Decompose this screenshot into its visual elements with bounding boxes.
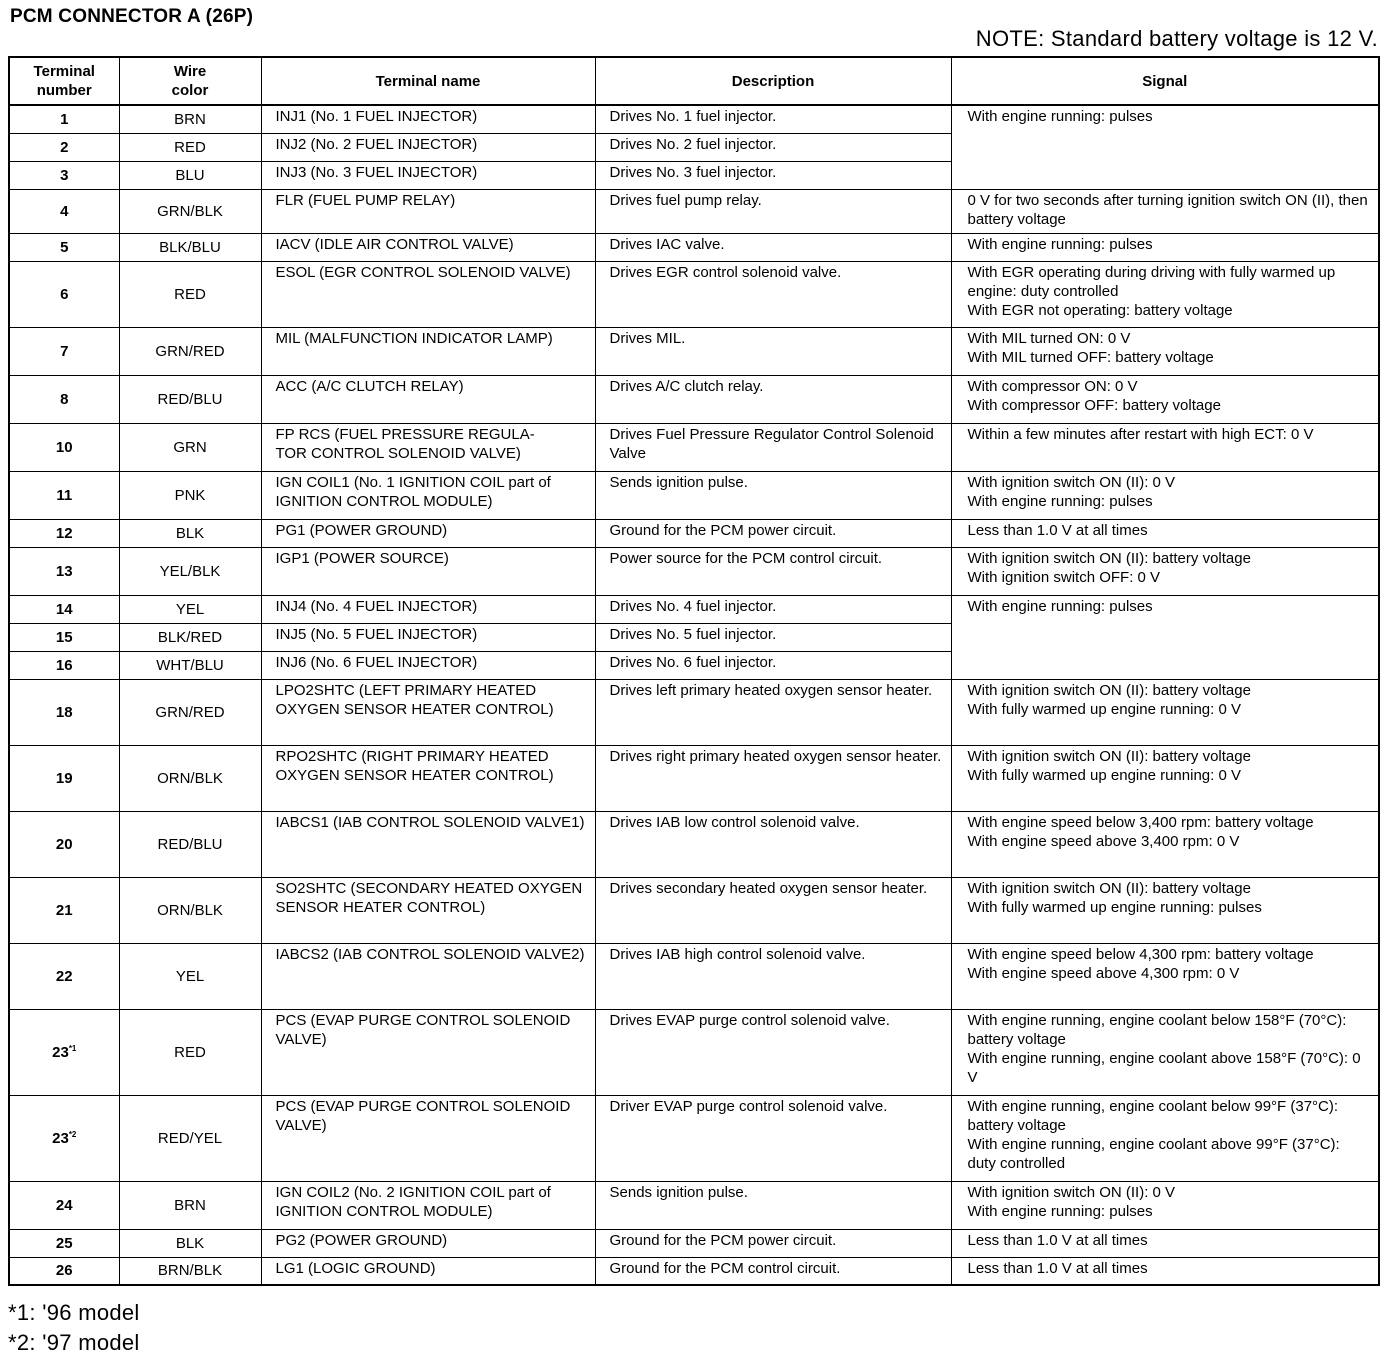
terminal-name-cell: IGN COIL1 (No. 1 IGNITION COIL part of IGNITION CONTROL MODULE)	[261, 471, 595, 519]
terminal-name-cell: LPO2SHTC (LEFT PRIMARY HEATED OXYGEN SENSOR HEATER CONTROL)	[261, 679, 595, 745]
terminal-name-cell: IGN COIL2 (No. 2 IGNITION COIL part of IGNITION CONTROL MODULE)	[261, 1181, 595, 1229]
signal-cell: With engine running, engine coolant below 158°F (70°C): battery voltage With engine running, engine coolant above 158°F (70°C): 0 V	[951, 1009, 1379, 1095]
signal-cell: 0 V for two seconds after turning ignition switch ON (II), then battery voltage	[951, 189, 1379, 233]
terminal-name-cell: IABCS1 (IAB CONTROL SOLENOID VALVE1)	[261, 811, 595, 877]
description-cell: Ground for the PCM power circuit.	[595, 519, 951, 547]
signal-cell: With ignition switch ON (II): 0 V With engine running: pulses	[951, 471, 1379, 519]
terminal-name-cell: INJ4 (No. 4 FUEL INJECTOR)	[261, 595, 595, 623]
table-row	[9, 105, 1379, 133]
wire-color-cell: PNK	[119, 471, 261, 519]
header-terminal-number: Terminal number	[9, 57, 119, 105]
signal-cell: With engine running, engine coolant below 99°F (37°C): battery voltage With engine running, engine coolant above 99°F (37°C): duty controlled	[951, 1095, 1379, 1181]
signal-cell: With engine running: pulses	[951, 105, 1379, 189]
terminal-name-cell: IABCS2 (IAB CONTROL SOLENOID VALVE2)	[261, 943, 595, 1009]
terminal-name-cell: INJ5 (No. 5 FUEL INJECTOR)	[261, 623, 595, 651]
wire-color-cell: RED	[119, 1009, 261, 1095]
signal-cell: Within a few minutes after restart with high ECT: 0 V	[951, 423, 1379, 471]
wire-color-cell: BLK	[119, 1229, 261, 1257]
header-signal: Signal	[951, 57, 1379, 105]
signal-cell: With ignition switch ON (II): battery voltage With fully warmed up engine running: 0 V	[951, 745, 1379, 811]
signal-cell: Less than 1.0 V at all times	[951, 1257, 1379, 1285]
terminal-name-cell: IACV (IDLE AIR CONTROL VALVE)	[261, 233, 595, 261]
description-cell: Ground for the PCM power circuit.	[595, 1229, 951, 1257]
wire-color-cell: YEL/BLK	[119, 547, 261, 595]
signal-cell: With ignition switch ON (II): battery voltage With ignition switch OFF: 0 V	[951, 547, 1379, 595]
terminal-number-cell: 19	[9, 745, 119, 811]
signal-cell: With engine speed below 3,400 rpm: battery voltage With engine speed above 3,400 rpm: 0 V	[951, 811, 1379, 877]
terminal-number-cell: 10	[9, 423, 119, 471]
terminal-name-cell: ACC (A/C CLUTCH RELAY)	[261, 375, 595, 423]
description-cell: Drives left primary heated oxygen sensor heater.	[595, 679, 951, 745]
terminal-number-cell: 22	[9, 943, 119, 1009]
signal-cell: With ignition switch ON (II): 0 V With engine running: pulses	[951, 1181, 1379, 1229]
table-row	[9, 519, 1379, 547]
signal-cell: Less than 1.0 V at all times	[951, 519, 1379, 547]
description-cell: Drives No. 2 fuel injector.	[595, 133, 951, 161]
page-title: PCM CONNECTOR A (26P)	[10, 6, 254, 27]
wire-color-cell: BLK/RED	[119, 623, 261, 651]
terminal-number-cell: 23$^{*1}$	[9, 1009, 119, 1095]
description-cell: Sends ignition pulse.	[595, 1181, 951, 1229]
wire-color-cell: BRN	[119, 105, 261, 133]
table-row	[9, 1095, 1379, 1181]
description-cell: Drives EGR control solenoid valve.	[595, 261, 951, 327]
table-row	[9, 595, 1379, 623]
description-cell: Drives IAB high control solenoid valve.	[595, 943, 951, 1009]
table-row	[9, 1257, 1379, 1285]
terminal-number-cell: 14	[9, 595, 119, 623]
signal-cell: With engine running: pulses	[951, 595, 1379, 679]
description-cell: Drives fuel pump relay.	[595, 189, 951, 233]
terminal-name-cell: IGP1 (POWER SOURCE)	[261, 547, 595, 595]
description-cell: Power source for the PCM control circuit.	[595, 547, 951, 595]
terminal-number-cell: 3	[9, 161, 119, 189]
table-row	[9, 1181, 1379, 1229]
description-cell: Ground for the PCM control circuit.	[595, 1257, 951, 1285]
wire-color-cell: RED/BLU	[119, 811, 261, 877]
table-row	[9, 811, 1379, 877]
description-cell: Drives No. 6 fuel injector.	[595, 651, 951, 679]
terminal-number-cell: 1	[9, 105, 119, 133]
terminal-number-cell: 18	[9, 679, 119, 745]
wire-color-cell: BLU	[119, 161, 261, 189]
wire-color-cell: BLK/BLU	[119, 233, 261, 261]
signal-cell: With MIL turned ON: 0 V With MIL turned OFF: battery voltage	[951, 327, 1379, 375]
table-row	[9, 375, 1379, 423]
description-cell: Drives A/C clutch relay.	[595, 375, 951, 423]
table-row	[9, 1009, 1379, 1095]
footnote-2: *2: '97 model	[8, 1330, 140, 1355]
terminal-number-cell: 21	[9, 877, 119, 943]
header-description: Description	[595, 57, 951, 105]
wire-color-cell: RED	[119, 133, 261, 161]
description-cell: Drives right primary heated oxygen sensor heater.	[595, 745, 951, 811]
description-cell: Driver EVAP purge control solenoid valve.	[595, 1095, 951, 1181]
description-cell: Drives IAC valve.	[595, 233, 951, 261]
terminal-number-cell: 16	[9, 651, 119, 679]
table-row	[9, 877, 1379, 943]
wire-color-cell: GRN/BLK	[119, 189, 261, 233]
wire-color-cell: BLK	[119, 519, 261, 547]
table-row	[9, 943, 1379, 1009]
pcm-connector-table	[8, 56, 1380, 1286]
wire-color-cell: RED/YEL	[119, 1095, 261, 1181]
signal-cell: With EGR operating during driving with fully warmed up engine: duty controlled With EGR not operating: battery voltage	[951, 261, 1379, 327]
terminal-number-cell: 25	[9, 1229, 119, 1257]
description-cell: Drives Fuel Pressure Regulator Control Solenoid Valve	[595, 423, 951, 471]
signal-cell: With compressor ON: 0 V With compressor OFF: battery voltage	[951, 375, 1379, 423]
terminal-number-cell: 13	[9, 547, 119, 595]
terminal-name-cell: LG1 (LOGIC GROUND)	[261, 1257, 595, 1285]
table-row	[9, 679, 1379, 745]
table-row	[9, 547, 1379, 595]
terminal-number-cell: 26	[9, 1257, 119, 1285]
terminal-name-cell: INJ6 (No. 6 FUEL INJECTOR)	[261, 651, 595, 679]
terminal-number-cell: 4	[9, 189, 119, 233]
description-cell: Sends ignition pulse.	[595, 471, 951, 519]
table-header-row	[9, 57, 1379, 105]
signal-cell: With engine speed below 4,300 rpm: battery voltage With engine speed above 4,300 rpm: 0 V	[951, 943, 1379, 1009]
table-body	[9, 105, 1379, 1285]
terminal-number-cell: 2	[9, 133, 119, 161]
description-cell: Drives EVAP purge control solenoid valve.	[595, 1009, 951, 1095]
wire-color-cell: YEL	[119, 595, 261, 623]
footnote-mark: *1	[68, 1043, 77, 1053]
wire-color-cell: ORN/BLK	[119, 745, 261, 811]
description-cell: Drives secondary heated oxygen sensor heater.	[595, 877, 951, 943]
wire-color-cell: GRN/RED	[119, 679, 261, 745]
terminal-number-cell: 24	[9, 1181, 119, 1229]
terminal-name-cell: RPO2SHTC (RIGHT PRIMARY HEATED OXYGEN SENSOR HEATER CONTROL)	[261, 745, 595, 811]
terminal-number-cell: 20	[9, 811, 119, 877]
terminal-name-cell: PG2 (POWER GROUND)	[261, 1229, 595, 1257]
wire-color-cell: ORN/BLK	[119, 877, 261, 943]
description-cell: Drives No. 1 fuel injector.	[595, 105, 951, 133]
terminal-number-cell: 12	[9, 519, 119, 547]
wire-color-cell: GRN/RED	[119, 327, 261, 375]
table-row	[9, 423, 1379, 471]
battery-voltage-note: NOTE: Standard battery voltage is 12 V.	[975, 26, 1378, 51]
description-cell: Drives No. 5 fuel injector.	[595, 623, 951, 651]
description-cell: Drives IAB low control solenoid valve.	[595, 811, 951, 877]
terminal-name-cell: PCS (EVAP PURGE CONTROL SOLENOID VALVE)	[261, 1095, 595, 1181]
terminal-name-cell: PCS (EVAP PURGE CONTROL SOLENOID VALVE)	[261, 1009, 595, 1095]
terminal-name-cell: INJ3 (No. 3 FUEL INJECTOR)	[261, 161, 595, 189]
terminal-name-cell: PG1 (POWER GROUND)	[261, 519, 595, 547]
wire-color-cell: GRN	[119, 423, 261, 471]
footnote-1: *1: '96 model	[8, 1300, 140, 1325]
wire-color-cell: RED	[119, 261, 261, 327]
terminal-number-cell: 6	[9, 261, 119, 327]
terminal-number-cell: 8	[9, 375, 119, 423]
table-row	[9, 1229, 1379, 1257]
signal-cell: With ignition switch ON (II): battery voltage With fully warmed up engine running: pulses	[951, 877, 1379, 943]
table-row	[9, 471, 1379, 519]
header-wire-color: Wire color	[119, 57, 261, 105]
terminal-number-cell: 7	[9, 327, 119, 375]
signal-cell: With engine running: pulses	[951, 233, 1379, 261]
wire-color-cell: BRN	[119, 1181, 261, 1229]
wire-color-cell: RED/BLU	[119, 375, 261, 423]
terminal-number-cell: 11	[9, 471, 119, 519]
terminal-name-cell: SO2SHTC (SECONDARY HEATED OXYGEN SENSOR HEATER CONTROL)	[261, 877, 595, 943]
table-row	[9, 327, 1379, 375]
terminal-number-cell: 23$^{*2}$	[9, 1095, 119, 1181]
terminal-name-cell: FLR (FUEL PUMP RELAY)	[261, 189, 595, 233]
table-row	[9, 233, 1379, 261]
description-cell: Drives MIL.	[595, 327, 951, 375]
signal-cell: With ignition switch ON (II): battery voltage With fully warmed up engine running: 0 V	[951, 679, 1379, 745]
wire-color-cell: BRN/BLK	[119, 1257, 261, 1285]
signal-cell: Less than 1.0 V at all times	[951, 1229, 1379, 1257]
terminal-name-cell: ESOL (EGR CONTROL SOLENOID VALVE)	[261, 261, 595, 327]
table-row	[9, 189, 1379, 233]
terminal-name-cell: INJ2 (No. 2 FUEL INJECTOR)	[261, 133, 595, 161]
description-cell: Drives No. 3 fuel injector.	[595, 161, 951, 189]
wire-color-cell: WHT/BLU	[119, 651, 261, 679]
terminal-name-cell: INJ1 (No. 1 FUEL INJECTOR)	[261, 105, 595, 133]
footnote-mark: *2	[68, 1129, 77, 1139]
terminal-name-cell: MIL (MALFUNCTION INDICATOR LAMP)	[261, 327, 595, 375]
footnotes	[8, 1298, 140, 1358]
header-terminal-name: Terminal name	[261, 57, 595, 105]
wire-color-cell: YEL	[119, 943, 261, 1009]
table-row	[9, 745, 1379, 811]
terminal-name-cell: FP RCS (FUEL PRESSURE REGULA- TOR CONTROL SOLENOID VALVE)	[261, 423, 595, 471]
terminal-number-cell: 5	[9, 233, 119, 261]
terminal-number-cell: 15	[9, 623, 119, 651]
description-cell: Drives No. 4 fuel injector.	[595, 595, 951, 623]
table-row	[9, 261, 1379, 327]
